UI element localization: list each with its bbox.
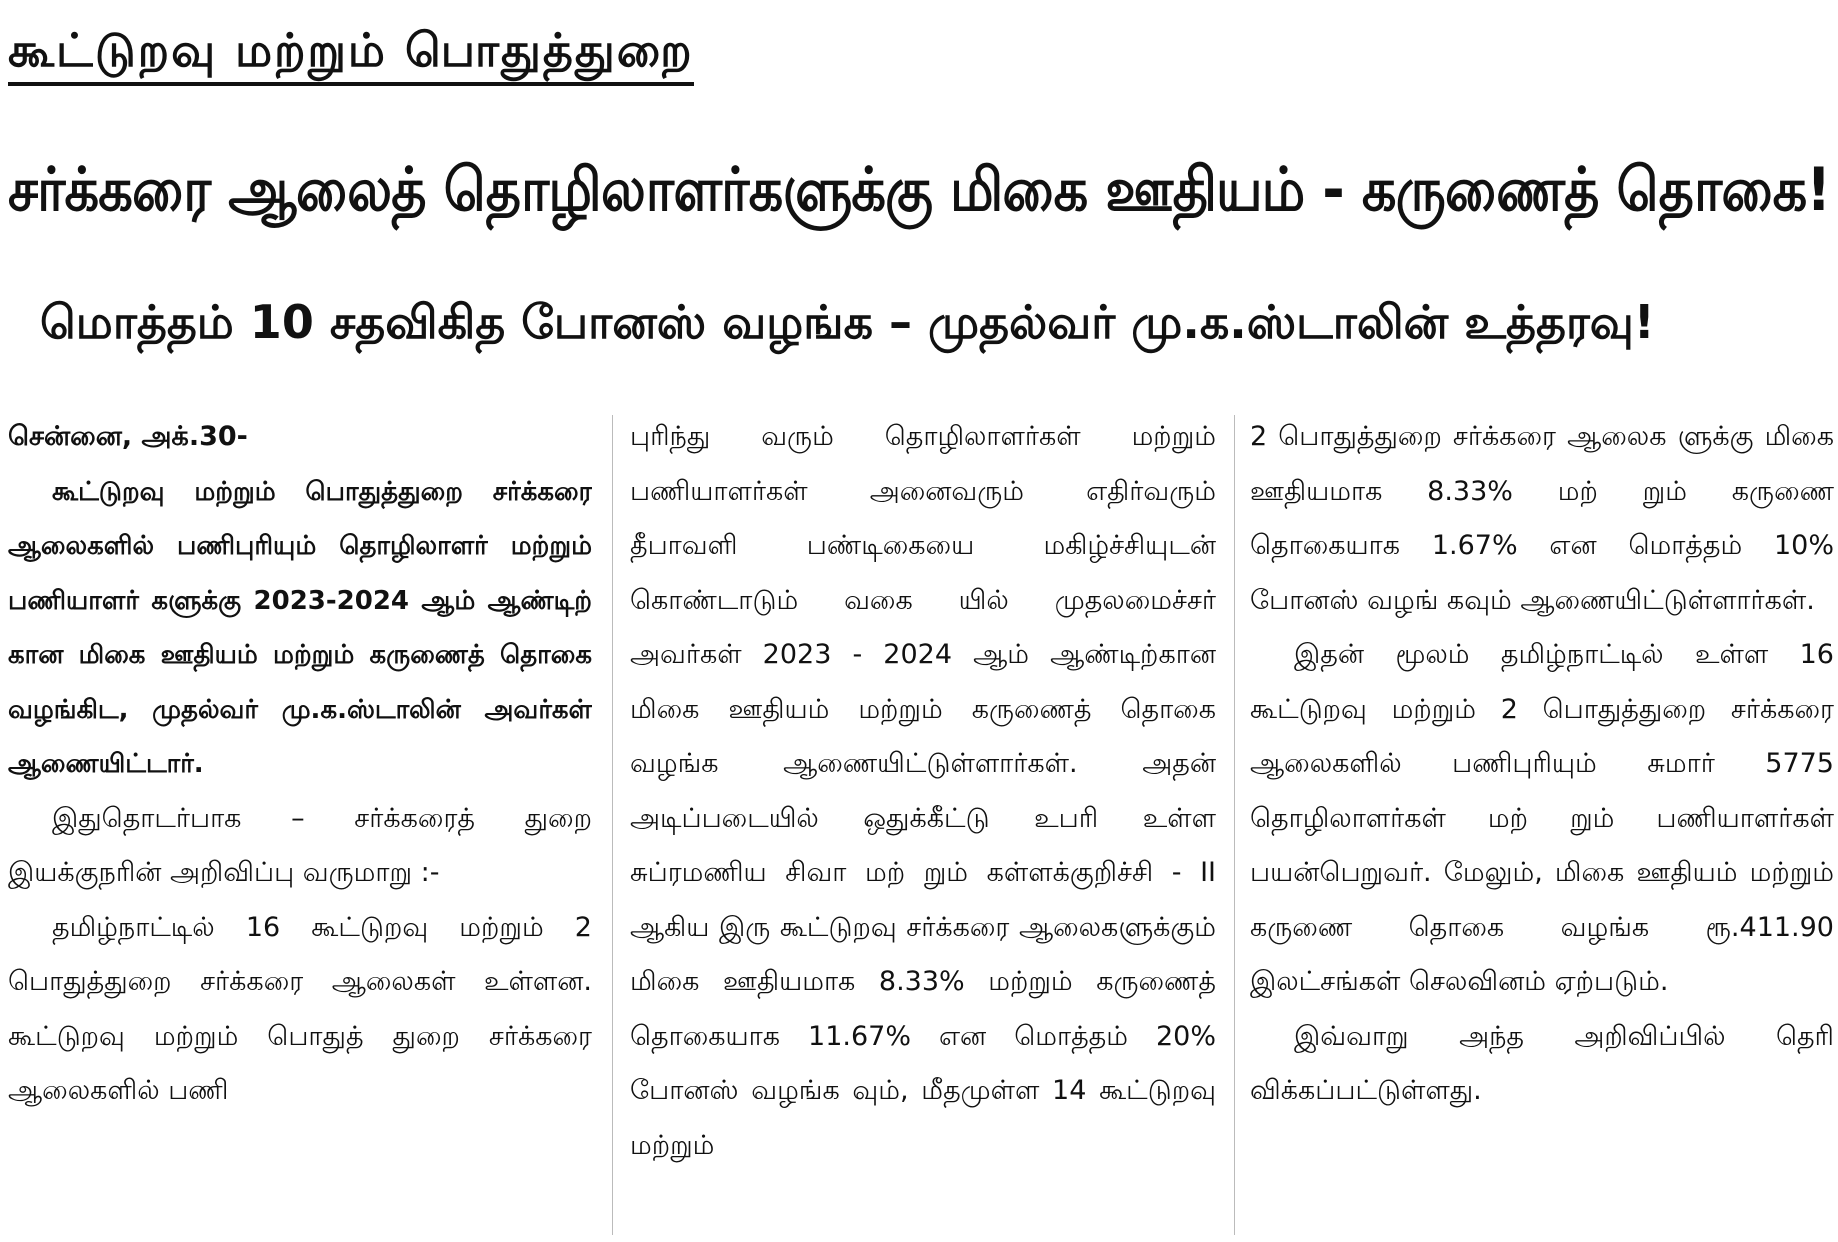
article-column-1 bbox=[8, 410, 592, 1242]
paragraph-mills-part2: புரிந்து வரும் தொழிலாளர்கள் மற்றும் பணியாளர்கள் அனைவரும் எதிர்வரும் தீபாவளி பண்டிகையை மகிழ்ச்சியுடன் கொண்டாடும் வகை யில் முதலமைச்சர் அவர்கள் 2023 - 2024 ஆம் ஆண்டிற்கான மிகை ஊதியம் மற்றும் கருணைத் தொகை வழங்க ஆணையிட்டுள்ளார்கள். அதன் அடிப்படையில் ஒதுக்கீட்டு உபரி உள்ள சுப்ரமணிய சிவா மற் றும் கள்ளக்குறிச்சி - II ஆகிய இரு கூட்டுறவு சர்க்கரை ஆலைகளுக்கும் மிகை ஊதியமாக 8.33% மற்றும் கருணைத் தொகையாக 11.67% என மொத்தம் 20% போனஸ் வழங்க வும், மீதமுள்ள 14 கூட்டுறவு மற்றும் bbox=[630, 421, 1216, 1161]
dateline: சென்னை, அக்.30- bbox=[8, 421, 248, 452]
subheadline: மொத்தம் 10 சதவிகித போனஸ் வழங்க – முதல்வர் மு.க.ஸ்டாலின் உத்தரவு! bbox=[40, 295, 1655, 349]
paragraph-mills-part3: 2 பொதுத்துறை சர்க்கரை ஆலைக ளுக்கு மிகை ஊதியமாக 8.33% மற் றும் கருணை தொகையாக 1.67% என மொத்தம் 10% போனஸ் வழங் கவும் ஆணையிட்டுள்ளார்கள். bbox=[1250, 421, 1834, 616]
column-divider bbox=[612, 415, 613, 1235]
paragraph-mills-part1: தமிழ்நாட்டில் 16 கூட்டுறவு மற்றும் 2 பொதுத்துறை சர்க்கரை ஆலைகள் உள்ளன. கூட்டுறவு மற்றும் பொதுத் துறை சர்க்கரை ஆலைகளில் பணி bbox=[8, 911, 592, 1106]
column-divider bbox=[1234, 415, 1235, 1235]
article-column-2 bbox=[630, 410, 1216, 1242]
article-column-3 bbox=[1250, 410, 1834, 1242]
paragraph-announcement: இதுதொடர்பாக – சர்க்கரைத் துறை இயக்குநரின் அறிவிப்பு வருமாறு :- bbox=[8, 802, 592, 888]
headline: சர்க்கரை ஆலைத் தொழிலாளர்களுக்கு மிகை ஊதியம் - கருணைத் தொகை! bbox=[8, 155, 1831, 225]
paragraph-closing: இவ்வாறு அந்த அறிவிப்பில் தெரி விக்கப்பட்டுள்ளது. bbox=[1250, 1020, 1834, 1106]
intro-paragraph: கூட்டுறவு மற்றும் பொதுத்துறை சர்க்கரை ஆலைகளில் பணிபுரியும் தொழிலாளர் மற்றும் பணியாளர் களுக்கு 2023-2024 ஆம் ஆண்டிற் கான மிகை ஊதியம் மற்றும் கருணைத் தொகை வழங்கிட, முதல்வர் மு.க.ஸ்டாலின் அவர்கள் ஆணையிட்டார். bbox=[8, 476, 592, 779]
paragraph-beneficiaries: இதன் மூலம் தமிழ்நாட்டில் உள்ள 16 கூட்டுறவு மற்றும் 2 பொதுத்துறை சர்க்கரை ஆலைகளில் பணிபுரியும் சுமார் 5775 தொழிலாளர்கள் மற் றும் பணியாளர்கள் பயன்பெறுவர். மேலும், மிகை ஊதியம் மற்றும் கருணை தொகை வழங்க ரூ.411.90 இலட்சங்கள் செலவினம் ஏற்படும். bbox=[1250, 639, 1834, 997]
section-label: கூட்டுறவு மற்றும் பொதுத்துறை bbox=[8, 18, 694, 86]
